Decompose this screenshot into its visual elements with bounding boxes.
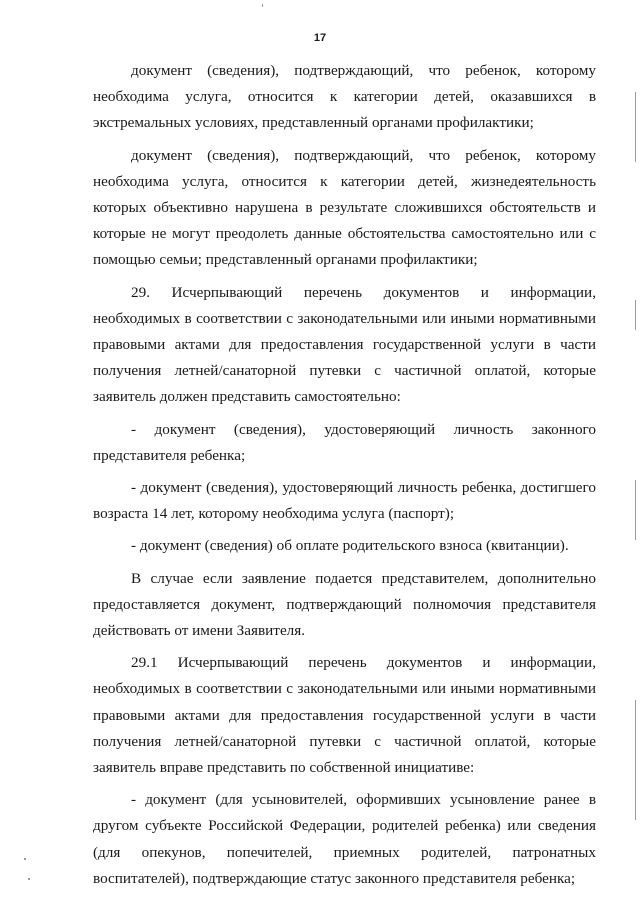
scan-speck bbox=[24, 858, 26, 860]
scan-edge-mark bbox=[635, 300, 636, 330]
scan-speck bbox=[262, 4, 263, 7]
scan-edge-mark bbox=[635, 700, 636, 820]
paragraph-representative-note: В случае если заявление подается представителем, дополнительно предоставляется документ, подтверждающий полномочия представителя действовать от имени Заявителя. bbox=[93, 569, 596, 640]
paragraph-disrupted-life: документ (сведения), подтверждающий, что ребенок, которому необходима услуга, относится к категории детей, жизнедеятельность которых объективно нарушена в результате сложившихся обстоятельств и которые не могут преодолеть данные обстоятельства самостоятельно или с помощью семьи; представленный органами профилактики; bbox=[93, 146, 596, 269]
paragraph-extreme-conditions: документ (сведения), подтверждающий, что ребенок, которому необходима услуга, относится к категории детей, оказавшихся в экстремальных условиях, представленный органами профилактики; bbox=[93, 62, 596, 132]
paragraph-29-1-heading: 29.1 Исчерпывающий перечень документов и информации, необходимых в соответствии с законодательными или иными нормативными правовыми актами для предоставления государственной услуги в части получения летней/санаторной путевки с частичной оплатой, которые заявитель вправе представить по собственной инициативе: bbox=[93, 654, 596, 777]
scan-speck bbox=[28, 878, 30, 880]
list-item-child-passport: - документ (сведения), удостоверяющий личность ребенка, достигшего возраста 14 лет, которому необходима услуга (паспорт); bbox=[93, 479, 596, 523]
list-item-payment-receipt: - документ (сведения) об оплате родительского взноса (квитанции). bbox=[131, 537, 569, 555]
list-item-legal-status: - документ (для усыновителей, оформивших усыновление ранее в другом субъекте Российской Федерации, родителей ребенка) или сведения (для опекунов, попечителей, приемных родителей, патронатных воспитателей), подтверждающие статус законного представителя ребенка; bbox=[93, 791, 596, 887]
scan-edge-mark bbox=[635, 92, 636, 162]
document-body bbox=[93, 58, 596, 892]
paragraph-29-heading: 29. Исчерпывающий перечень документов и информации, необходимых в соответствии с законодательными или иными нормативными правовыми актами для предоставления государственной услуги в части получения летней/санаторной путевки с частичной оплатой, которые заявитель должен представить самостоятельно: bbox=[93, 283, 596, 406]
list-item-representative-id: - документ (сведения), удостоверяющий личность законного представителя ребенка; bbox=[93, 420, 596, 464]
page-number: 17 bbox=[313, 32, 327, 44]
scan-edge-mark bbox=[635, 480, 636, 540]
